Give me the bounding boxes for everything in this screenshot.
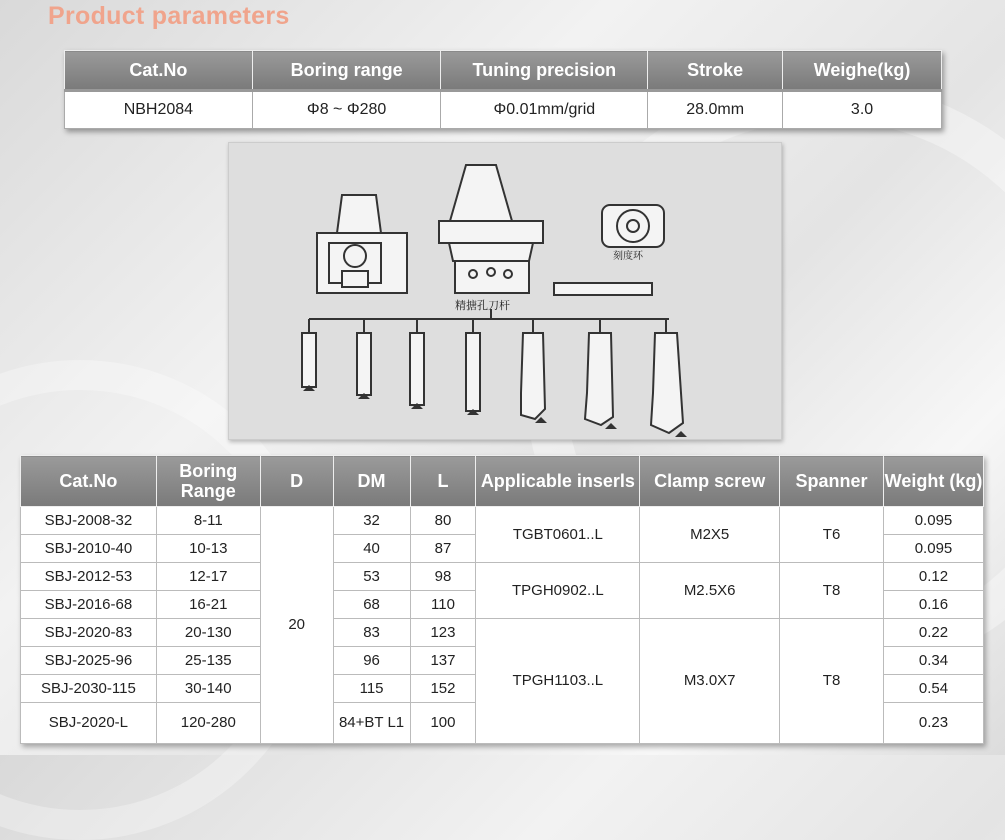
cat-no-cell: SBJ-2008-32 (21, 507, 157, 535)
table-cell: 28.0mm (648, 91, 783, 129)
spanner-cell: T8 (780, 619, 884, 744)
boring-bar-shape (410, 333, 424, 405)
extension-bar-shape (554, 283, 652, 295)
column-header: DM (333, 456, 410, 507)
boring-bar-shape (651, 333, 683, 433)
dm-cell: 68 (333, 591, 410, 619)
range-cell: 120-280 (156, 703, 260, 744)
l-cell: 110 (410, 591, 476, 619)
weight-cell: 0.34 (884, 647, 984, 675)
column-header: Weight (kg) (884, 456, 984, 507)
l-cell: 98 (410, 563, 476, 591)
table-row (65, 91, 942, 129)
range-cell: 8-11 (156, 507, 260, 535)
dm-cell: 84+BT L1 (333, 703, 410, 744)
column-header: D (260, 456, 333, 507)
table-cell: NBH2084 (65, 91, 253, 129)
cat-no-cell: SBJ-2030-115 (21, 675, 157, 703)
dm-cell: 96 (333, 647, 410, 675)
column-header: Cat.No (21, 456, 157, 507)
weight-cell: 0.16 (884, 591, 984, 619)
screw-cell: M3.0X7 (640, 619, 780, 744)
cat-no-cell: SBJ-2020-L (21, 703, 157, 744)
table-row (21, 619, 984, 647)
column-header: L (410, 456, 476, 507)
boring-bar-shape (357, 333, 371, 395)
weight-cell: 0.12 (884, 563, 984, 591)
cat-no-cell: SBJ-2016-68 (21, 591, 157, 619)
boring-bar-shape (521, 333, 545, 419)
column-header: Applicable inserls (476, 456, 640, 507)
range-cell: 12-17 (156, 563, 260, 591)
insert-tip-shape (605, 423, 617, 429)
page-title: Product parameters (48, 2, 290, 30)
boring-bar-spec-table (20, 455, 984, 744)
product-parameters-table (64, 50, 942, 129)
range-cell: 10-13 (156, 535, 260, 563)
range-cell: 30-140 (156, 675, 260, 703)
l-cell: 137 (410, 647, 476, 675)
cat-no-cell: SBJ-2025-96 (21, 647, 157, 675)
dm-cell: 115 (333, 675, 410, 703)
dm-cell: 83 (333, 619, 410, 647)
insert-cell: TPGH0902..L (476, 563, 640, 619)
column-header: Stroke (648, 51, 783, 91)
cat-no-cell: SBJ-2020-83 (21, 619, 157, 647)
screw-cell: M2X5 (640, 507, 780, 563)
insert-cell: TPGH1103..L (476, 619, 640, 744)
spanner-cell: T6 (780, 507, 884, 563)
weight-cell: 0.095 (884, 507, 984, 535)
weight-cell: 0.23 (884, 703, 984, 744)
holder-dial-shape (344, 245, 366, 267)
center-neck-shape (449, 243, 533, 261)
weight-cell: 0.22 (884, 619, 984, 647)
screw-cell: M2.5X6 (640, 563, 780, 619)
boring-bar-shape (585, 333, 613, 425)
table-cell: Φ8 ~ Φ280 (252, 91, 441, 129)
range-cell: 25-135 (156, 647, 260, 675)
table-header-row (65, 51, 942, 91)
table-header-row (21, 456, 984, 507)
center-taper-shape (450, 165, 512, 221)
column-header: Clamp screw (640, 456, 780, 507)
cat-no-cell: SBJ-2012-53 (21, 563, 157, 591)
center-body-shape (455, 261, 529, 293)
cat-no-cell: SBJ-2010-40 (21, 535, 157, 563)
center-hole-shape (487, 268, 495, 276)
weight-cell: 0.095 (884, 535, 984, 563)
l-cell: 152 (410, 675, 476, 703)
spanner-cell: T8 (780, 563, 884, 619)
table-cell: 3.0 (783, 91, 942, 129)
l-cell: 123 (410, 619, 476, 647)
l-cell: 100 (410, 703, 476, 744)
center-flange-shape (439, 221, 543, 243)
dial-caption: 刻度环 (613, 251, 643, 262)
column-header: Tuning precision (441, 51, 648, 91)
l-cell: 87 (410, 535, 476, 563)
insert-tip-shape (675, 431, 687, 437)
dm-cell: 32 (333, 507, 410, 535)
range-cell: 20-130 (156, 619, 260, 647)
table-cell: Φ0.01mm/grid (441, 91, 648, 129)
range-cell: 16-21 (156, 591, 260, 619)
table-row (21, 563, 984, 591)
center-hole-shape (504, 270, 512, 278)
l-cell: 80 (410, 507, 476, 535)
table-row (21, 507, 984, 535)
d-cell: 20 (260, 507, 333, 744)
boring-bar-shape (302, 333, 316, 387)
holder-slot-shape (342, 271, 368, 287)
insert-cell: TGBT0601..L (476, 507, 640, 563)
weight-cell: 0.54 (884, 675, 984, 703)
column-header: Cat.No (65, 51, 253, 91)
dial-center-shape (627, 220, 639, 232)
diagram-drawing (229, 143, 781, 439)
column-header: Boring Range (156, 456, 260, 507)
center-hole-shape (469, 270, 477, 278)
boring-bar-shape (466, 333, 480, 411)
column-header: Weighe(kg) (783, 51, 942, 91)
dm-cell: 53 (333, 563, 410, 591)
boring-tool-diagram (228, 142, 782, 440)
column-header: Boring range (252, 51, 441, 91)
holder-taper-shape (337, 195, 381, 233)
column-header: Spanner (780, 456, 884, 507)
diagram-caption: 精搪孔刀杆 (455, 299, 510, 312)
dm-cell: 40 (333, 535, 410, 563)
